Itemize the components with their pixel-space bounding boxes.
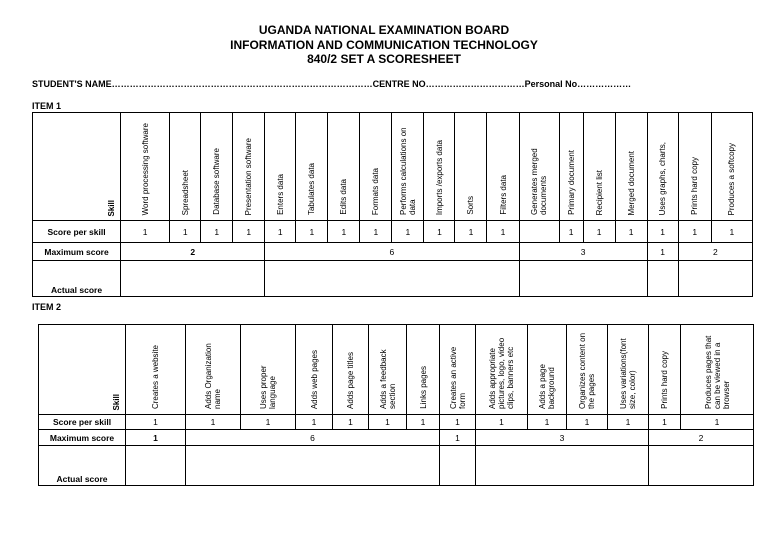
maximum-score-label: Maximum score — [39, 430, 126, 446]
score-cell: 1 — [615, 221, 647, 243]
max-score-cell: 2 — [678, 243, 752, 261]
skill-cell: Word processing software — [121, 113, 170, 221]
score-cell: 1 — [328, 221, 360, 243]
item2-actual-row — [39, 446, 754, 486]
score-cell: 1 — [711, 221, 752, 243]
skill-cell: Creates a website — [126, 325, 186, 415]
maximum-score-label: Maximum score — [33, 243, 121, 261]
item2-table — [38, 324, 754, 486]
skill-cell: Enters data — [265, 113, 296, 221]
item1-title: ITEM 1 — [32, 101, 62, 111]
score-cell: 1 — [241, 415, 296, 430]
actual-score-field[interactable] — [440, 446, 476, 486]
max-score-cell: 6 — [186, 430, 440, 446]
skill-cell: Adds a page background — [528, 325, 567, 415]
skill-cell: Links pages — [407, 325, 440, 415]
score-cell: 1 — [296, 221, 328, 243]
student-details-line: STUDENT'S NAME……………………………………………………………………………CENTRE NO……………………………Personal No……………… — [32, 79, 632, 89]
skill-cell: Uses proper language — [241, 325, 296, 415]
score-cell: 1 — [476, 415, 528, 430]
max-score-cell: 1 — [647, 243, 678, 261]
skill-cell: Organizes content on the pages — [567, 325, 608, 415]
actual-score-field[interactable] — [265, 261, 519, 297]
score-cell: 1 — [681, 415, 754, 430]
skill-cell: Prints hard copy — [678, 113, 711, 221]
skill-cell: Uses graphs, charts, — [647, 113, 678, 221]
score-cell: 1 — [121, 221, 170, 243]
max-score-cell: 1 — [440, 430, 476, 446]
actual-score-field[interactable] — [519, 261, 647, 297]
score-cell: 1 — [567, 415, 608, 430]
actual-score-field[interactable] — [649, 446, 754, 486]
max-score-cell: 2 — [121, 243, 265, 261]
skill-cell: Creates an active form — [440, 325, 476, 415]
skill-cell: Performs calculations on data — [392, 113, 424, 221]
skill-cell: Recipient list — [583, 113, 615, 221]
skill-cell: Produces pages that can be viewed in a browser — [681, 325, 754, 415]
max-score-cell: 3 — [519, 243, 647, 261]
skill-header: Skill — [39, 325, 126, 415]
actual-score-field[interactable] — [121, 261, 265, 297]
skill-cell: Presentation software — [233, 113, 265, 221]
subject-title: INFORMATION AND COMMUNICATION TECHNOLOGY — [230, 38, 538, 52]
item2-score-row — [39, 415, 754, 430]
item1-actual-row — [33, 261, 753, 297]
score-cell: 1 — [407, 415, 440, 430]
skill-cell: Adds appropriate pictures, logo, video clips, banners etc — [476, 325, 528, 415]
skill-header: Skill — [33, 113, 121, 221]
skill-cell: Filters data — [487, 113, 519, 221]
score-cell: 1 — [487, 221, 519, 243]
skill-cell: Adds page titles — [333, 325, 369, 415]
skill-cell: Adds Organization name — [186, 325, 241, 415]
scoresheet-title: 840/2 SET A SCORESHEET — [307, 52, 461, 66]
skill-cell: Uses variations(font size, color) — [608, 325, 649, 415]
actual-score-field[interactable] — [476, 446, 649, 486]
score-cell: 1 — [424, 221, 455, 243]
skill-cell: Tabulates data — [296, 113, 328, 221]
max-score-cell: 3 — [476, 430, 649, 446]
max-score-cell: 1 — [126, 430, 186, 446]
max-score-cell: 6 — [265, 243, 519, 261]
score-cell: 1 — [528, 415, 567, 430]
skill-cell: Imports /exports data — [424, 113, 455, 221]
exam-board-title: UGANDA NATIONAL EXAMINATION BOARD — [258, 23, 510, 37]
score-cell: 1 — [369, 415, 407, 430]
skill-cell: Sorts — [455, 113, 487, 221]
item1-skills-row — [33, 113, 753, 221]
skill-cell: Merged document — [615, 113, 647, 221]
item1-max-row — [33, 243, 753, 261]
actual-score-field[interactable] — [647, 261, 678, 297]
actual-score-label: Actual score — [39, 446, 126, 486]
score-cell: 1 — [265, 221, 296, 243]
actual-score-field[interactable] — [186, 446, 440, 486]
item1-table — [32, 112, 753, 297]
skill-cell: Produces a softcopy — [711, 113, 752, 221]
score-cell: 1 — [296, 415, 333, 430]
score-cell: 1 — [333, 415, 369, 430]
score-cell: 1 — [455, 221, 487, 243]
score-cell: 1 — [170, 221, 201, 243]
score-per-skill-label: Score per skill — [33, 221, 121, 243]
score-cell: 1 — [360, 221, 392, 243]
score-cell: 1 — [678, 221, 711, 243]
skill-cell: Primary document — [559, 113, 583, 221]
skill-cell: Formats data — [360, 113, 392, 221]
skill-cell: Edits data — [328, 113, 360, 221]
item2-title: ITEM 2 — [32, 302, 62, 312]
skill-cell: Spreadsheet — [170, 113, 201, 221]
score-cell: 1 — [186, 415, 241, 430]
item2-skills-row — [39, 325, 754, 415]
score-cell: 1 — [440, 415, 476, 430]
score-cell: 1 — [559, 221, 583, 243]
max-score-cell: 2 — [649, 430, 754, 446]
score-cell: 1 — [647, 221, 678, 243]
actual-score-label: Actual score — [33, 261, 121, 297]
score-cell: 1 — [649, 415, 681, 430]
skill-cell: Database software — [201, 113, 233, 221]
skill-cell: Prints hard copy — [649, 325, 681, 415]
score-cell: 1 — [201, 221, 233, 243]
score-per-skill-label: Score per skill — [39, 415, 126, 430]
score-cell: 1 — [233, 221, 265, 243]
actual-score-field[interactable] — [678, 261, 752, 297]
skill-cell: Generates merged documents — [519, 113, 559, 221]
score-cell: 1 — [608, 415, 649, 430]
skill-cell: Adds web pages — [296, 325, 333, 415]
item2-max-row — [39, 430, 754, 446]
score-cell — [519, 221, 559, 243]
score-cell: 1 — [392, 221, 424, 243]
score-cell: 1 — [583, 221, 615, 243]
score-cell: 1 — [126, 415, 186, 430]
item1-score-row — [33, 221, 753, 243]
skill-cell: Adds a feedback section — [369, 325, 407, 415]
actual-score-field[interactable] — [126, 446, 186, 486]
